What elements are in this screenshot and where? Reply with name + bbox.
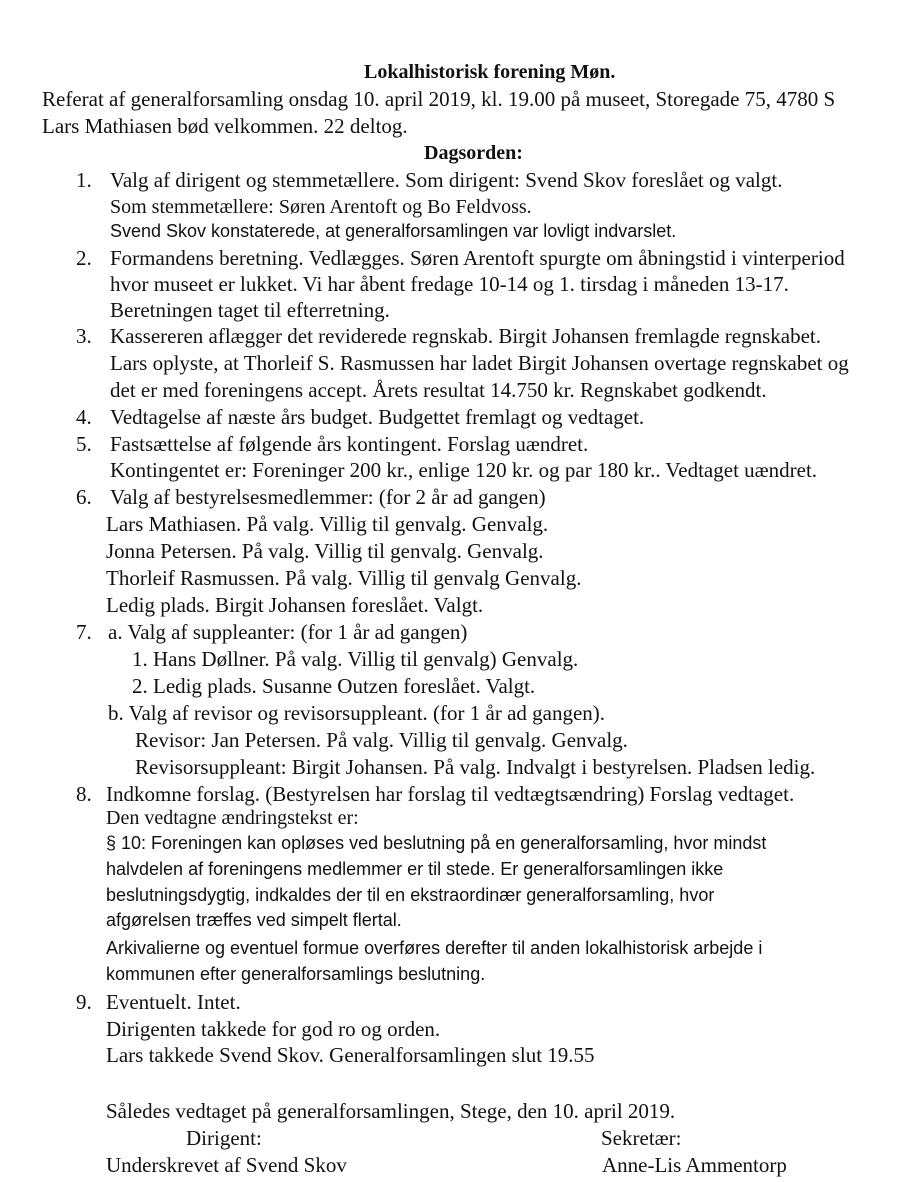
item-line: Valg af dirigent og stemmetællere. Som dirigent: Svend Skov foreslået og valgt. bbox=[110, 168, 783, 192]
closing-statement: Således vedtaget på generalforsamlingen, Stege, den 10. april 2019. bbox=[106, 1099, 676, 1123]
item-line: 2. Ledig plads. Susanne Outzen foreslået. Valgt. bbox=[132, 674, 536, 698]
item-number: 6. bbox=[76, 485, 92, 509]
item-line: Beretningen taget til efterretning. bbox=[110, 298, 390, 322]
item-line: hvor museet er lukket. Vi har åbent fredage 10-14 og 1. tirsdag i måneden 13-17. bbox=[110, 272, 789, 296]
dirigent-name: Underskrevet af Svend Skov bbox=[106, 1153, 347, 1177]
item-line: Lars Mathiasen. På valg. Villig til genvalg. Genvalg. bbox=[106, 512, 549, 536]
item-line: 1. Hans Døllner. På valg. Villig til genvalg) Genvalg. bbox=[132, 647, 579, 671]
item-line: det er med foreningens accept. Årets resultat 14.750 kr. Regnskabet godkendt. bbox=[110, 378, 767, 402]
item-line: Lars oplyste, at Thorleif S. Rasmussen har ladet Birgit Johansen overtage regnskabet og bbox=[110, 351, 849, 375]
item-line: b. Valg af revisor og revisorsuppleant. (for 1 år ad gangen). bbox=[108, 701, 606, 725]
item-line: Kassereren aflægger det reviderede regnskab. Birgit Johansen fremlagde regnskabet. bbox=[110, 324, 822, 348]
item-line: afgørelsen træffes ved simpelt flertal. bbox=[106, 910, 402, 930]
secretary-label: Sekretær: bbox=[601, 1126, 682, 1150]
dirigent-label: Dirigent: bbox=[186, 1126, 262, 1150]
item-line: Den vedtagne ændringstekst er: bbox=[106, 807, 359, 829]
item-line: beslutningsdygtig, indkaldes der til en ekstraordinær generalforsamling, hvor bbox=[106, 885, 715, 905]
item-line: Jonna Petersen. På valg. Villig til genvalg. Genvalg. bbox=[106, 539, 544, 563]
item-number: 7. bbox=[76, 620, 92, 644]
item-line: halvdelen af foreningens medlemmer er til stede. Er generalforsamlingen ikke bbox=[106, 859, 724, 879]
item-number: 1. bbox=[76, 168, 92, 192]
item-line: § 10: Foreningen kan opløses ved beslutning på en generalforsamling, hvor mindst bbox=[106, 833, 767, 853]
intro-line: Referat af generalforsamling onsdag 10. april 2019, kl. 19.00 på museet, Storegade 75, 4780 S bbox=[42, 87, 836, 111]
item-line: a. Valg af suppleanter: (for 1 år ad gangen) bbox=[108, 620, 468, 644]
document-title: Lokalhistorisk forening Møn. bbox=[364, 61, 616, 83]
item-line: Revisor: Jan Petersen. På valg. Villig til genvalg. Genvalg. bbox=[135, 728, 628, 752]
item-line: Revisorsuppleant: Birgit Johansen. På valg. Indvalgt i bestyrelsen. Pladsen ledig. bbox=[135, 755, 816, 779]
item-line: Thorleif Rasmussen. På valg. Villig til genvalg Genvalg. bbox=[106, 566, 582, 590]
item-line: Lars takkede Svend Skov. Generalforsamlingen slut 19.55 bbox=[106, 1043, 595, 1067]
item-line: Ledig plads. Birgit Johansen foreslået. Valgt. bbox=[106, 593, 484, 617]
item-line: Som stemmetællere: Søren Arentoft og Bo Feldvoss. bbox=[110, 196, 532, 218]
item-line: Vedtagelse af næste års budget. Budgettet fremlagt og vedtaget. bbox=[110, 405, 645, 429]
item-line: Svend Skov konstaterede, at generalforsamlingen var lovligt indvarslet. bbox=[110, 221, 677, 241]
item-number: 9. bbox=[76, 990, 92, 1014]
item-line: Arkivalierne og eventuel formue overføres derefter til anden lokalhistorisk arbejde i bbox=[106, 938, 763, 958]
item-line: Formandens beretning. Vedlægges. Søren Arentoft spurgte om åbningstid i vinterperiod bbox=[110, 246, 845, 270]
item-number: 3. bbox=[76, 324, 92, 348]
item-line: Dirigenten takkede for god ro og orden. bbox=[106, 1017, 441, 1041]
agenda-heading: Dagsorden: bbox=[424, 142, 523, 164]
item-number: 8. bbox=[76, 782, 92, 806]
secretary-name: Anne-Lis Ammentorp bbox=[602, 1153, 787, 1177]
item-line: Kontingentet er: Foreninger 200 kr., enlige 120 kr. og par 180 kr.. Vedtaget uændret. bbox=[110, 458, 818, 482]
item-line: Valg af bestyrelsesmedlemmer: (for 2 år ad gangen) bbox=[110, 485, 546, 509]
item-number: 5. bbox=[76, 432, 92, 456]
item-number: 2. bbox=[76, 246, 92, 270]
item-line: Eventuelt. Intet. bbox=[106, 990, 241, 1014]
item-line: kommunen efter generalforsamlings beslutning. bbox=[106, 964, 486, 984]
item-number: 4. bbox=[76, 405, 92, 429]
item-line: Fastsættelse af følgende års kontingent. Forslag uændret. bbox=[110, 432, 589, 456]
intro-line: Lars Mathiasen bød velkommen. 22 deltog. bbox=[42, 114, 408, 138]
item-line: Indkomne forslag. (Bestyrelsen har forslag til vedtægtsændring) Forslag vedtaget. bbox=[106, 782, 795, 806]
